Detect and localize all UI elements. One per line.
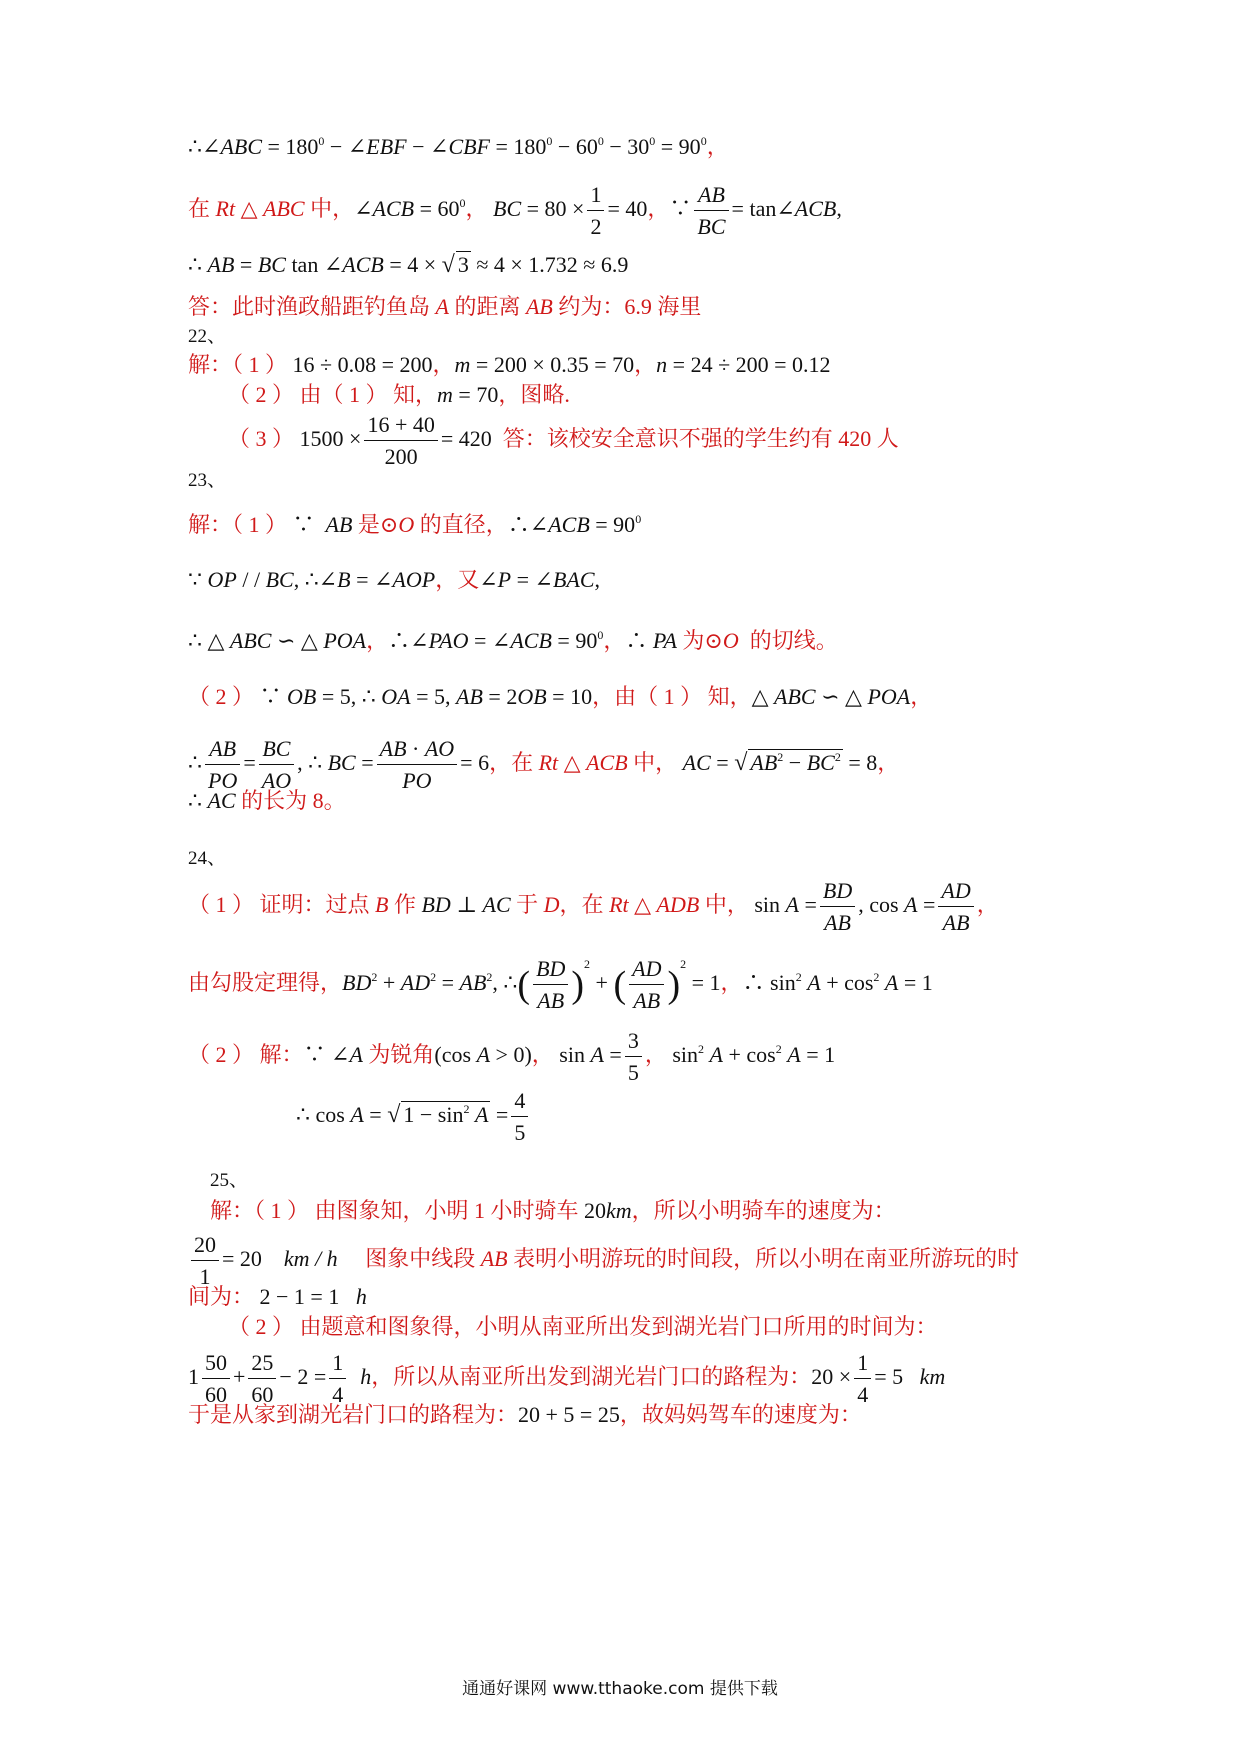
answer-line: 答：此时渔政船距钓鱼岛 A 的距离 AB 约为：6.9 海里 (188, 294, 702, 319)
solution-line: （ 2 ） ∵ OB = 5, ∴ OA = 5, AB = 2OB = 10，由（ 1 ） 知，△ ABC ∽ △ POA， (188, 684, 933, 709)
solution-line: （ 2 ） 由题意和图象得，小明从南亚所出发到湖光岩门口所用的时间为： (228, 1314, 938, 1339)
solution-line: 解：（ 1 ） 16 ÷ 0.08 = 200，m = 200 × 0.35 = 70，n = 24 ÷ 200 = 0.12 (188, 352, 831, 377)
solution-line: ∴ AC 的长为 8。 (188, 788, 346, 813)
solution-line: ∴ △ ABC ∽ △ POA，∴∠PAO = ∠ACB = $90^0$，∴ PA 为⊙O 的切线。 (188, 628, 838, 653)
solution-line: ∴∠ABC = $180^0$ − ∠EBF − ∠CBF = $180^0 - 60^0 - 30^0 = 90^0$， (188, 134, 729, 159)
solution-line: $\frac{20}{1}$ = 20 km / h 图象中线段 AB 表明小明游玩的时间段，所以小明在南亚所游玩的时 (188, 1234, 1019, 1288)
solution-line: ∴ $\frac{AB}{PO}$ = $\frac{BC}{AO}$ , ∴ BC = $\frac{AB \cdot AO}{PO}$ = 6，在 Rt △ ACB 中， AC = √ $AB^2 - BC^2 = 8$， (188, 736, 900, 793)
solution-line: （ 1 ） 证明：过点 B 作 BD ⊥ AC 于 D，在 Rt △ ADB 中， sin A = $\frac{BD}{AB}$ , cos A = $\frac{AD}{AB}$ ， (188, 878, 999, 935)
solution-line: ∴ AB = BC tan ∠ACB = 4 × √ 3 ≈ 4 × 1.732 ≈ 6.9 (188, 252, 629, 278)
solution-line: （ 2 ） 由（ 1 ） 知，m = 70，图略. (228, 382, 570, 407)
question-number: 23、 (188, 470, 227, 491)
solution-line: 解：（ 1 ） ∵ AB 是⊙O 的直径，∴∠ACB = $90^0$ (188, 512, 642, 537)
solution-line: ∴ cos A = √ $1 - \sin^2 A$ = $\frac{4}{5}$ (296, 1090, 531, 1144)
solution-line: 间为： 2 − 1 = 1 h (188, 1284, 367, 1309)
solution-line: ∵ OP / / BC, ∴∠B = ∠AOP，又∠P = ∠BAC, (188, 567, 600, 592)
page-footer: 通通好课网 www.tthaoke.com 提供下载 (462, 1679, 778, 1699)
solution-line: 解：（ 1 ） 由图象知，小明 1 小时骑车 20km，所以小明骑车的速度为： (210, 1198, 896, 1223)
question-number: 22、 (188, 326, 227, 347)
solution-line: （ 3 ） 1500 × $\frac{16 + 40}{200}$ = 420 答：该校安全意识不强的学生约有 420 人 (228, 412, 899, 469)
solution-line: 于是从家到湖光岩门口的路程为：20 + 5 = 25，故妈妈驾车的速度为： (188, 1402, 862, 1427)
solution-line: 1 $\frac{50}{60}$ + $\frac{25}{60}$ − 2 = $\frac{1}{4}$ h，所以从南亚所出发到湖光岩门口的路程为：20 × $\frac{1}{4}$ = 5 km (188, 1350, 946, 1407)
solution-line: 在 Rt △ ABC 中，∠ACB = $60^0$， BC = 80 × $\frac{1}{2}$ = 40，∵ $\frac{AB}{BC}$ = tan∠ACB, (188, 182, 842, 239)
question-number: 24、 (188, 848, 227, 869)
solution-line: （ 2 ） 解：∵ ∠A 为锐角(cos A > 0)， sin A = $\frac{3}{5}$ ， $\sin^2 A + \cos^2 A = 1$ (188, 1028, 836, 1085)
question-number: 25、 (210, 1170, 249, 1191)
solution-line: 由勾股定理得，$BD^2 + AD^2 = AB^2$, ∴( $\frac{BD}{AB}$ )$^2$ + ( $\frac{AD}{AB}$ )$^2$ = 1，∴ $\sin^2 A + \cos^2 A = 1$ (188, 956, 933, 1013)
